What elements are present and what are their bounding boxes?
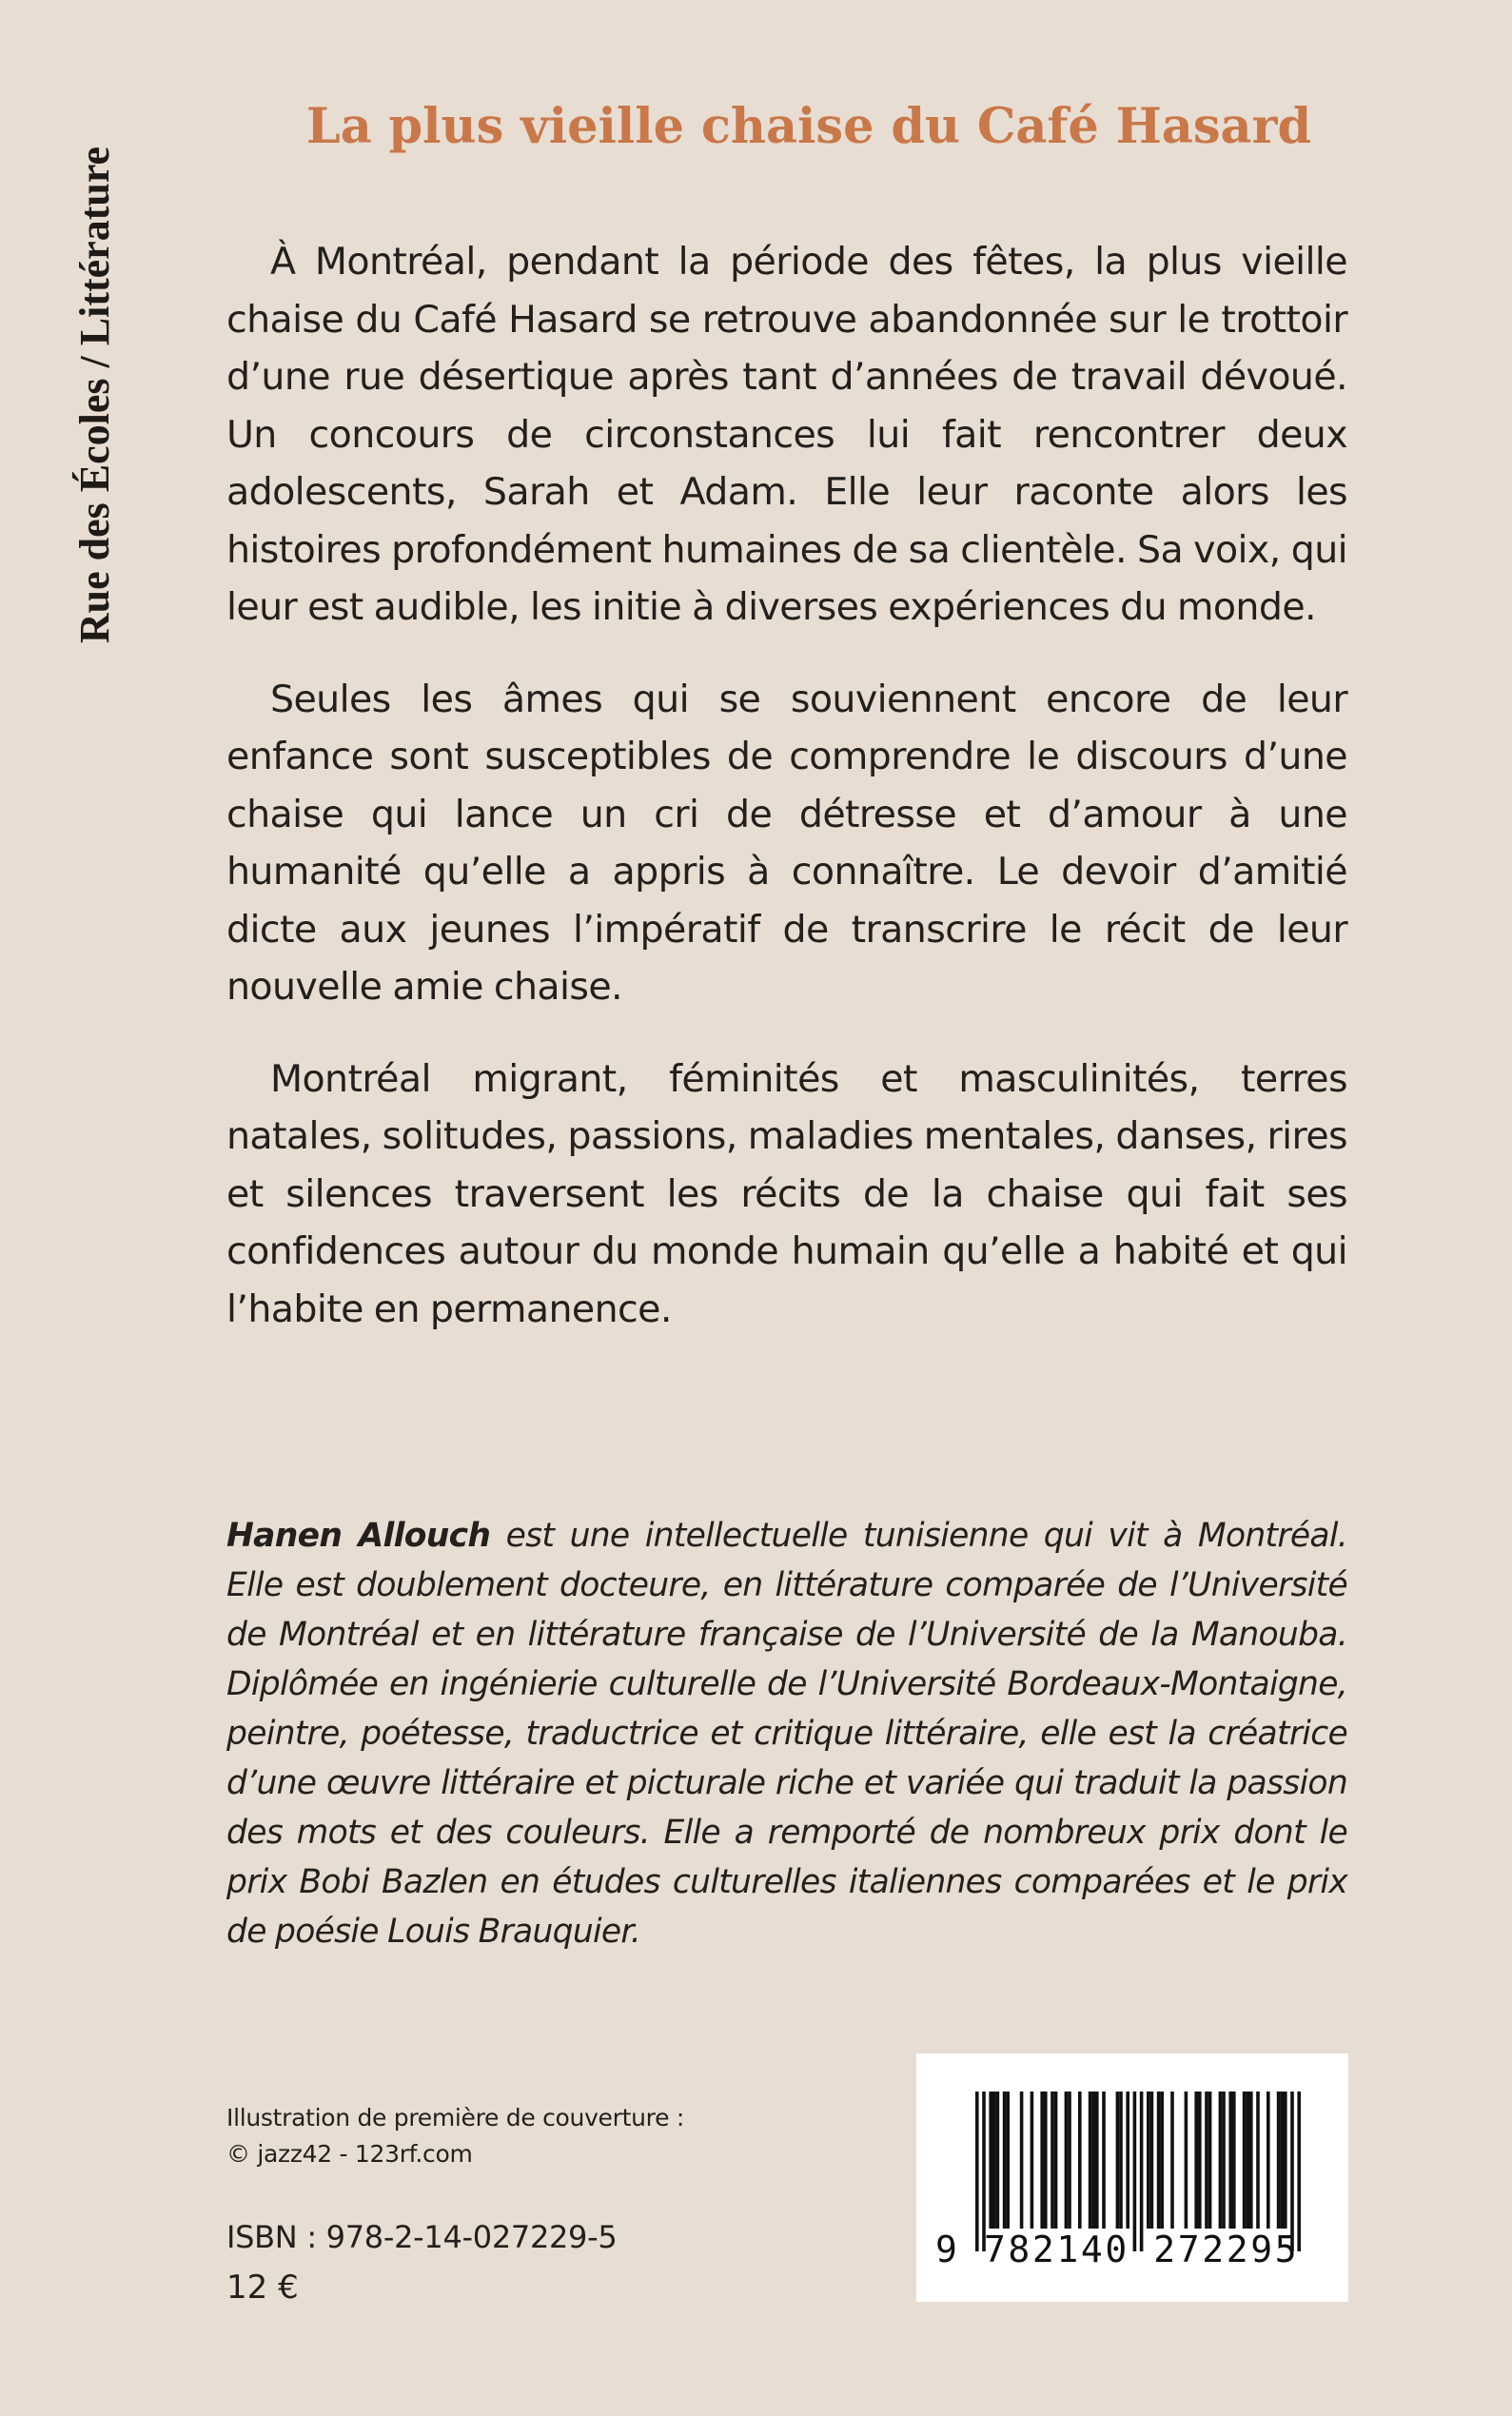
barcode-bar [1267,2092,1270,2229]
barcode-bar [1126,2092,1129,2229]
book-title: La plus vieille chaise du Café Hasard [305,98,1312,155]
barcode-bar [1065,2092,1069,2229]
barcode-bar [1040,2092,1044,2229]
barcode-bar [975,2092,979,2251]
barcode-bar [1031,2092,1034,2229]
barcode-bar [1006,2092,1010,2229]
barcode-bar [1119,2092,1123,2229]
synopsis-paragraph: Montréal migrant, féminités et masculinités, terres natales, solitudes, passions, maladies mentales, danses, rires et silences traversent les récits de la chaise qui fait ses confidences autour du monde humain qu’elle a habité et qui l’habite en permanence. [226,1056,1347,1331]
barcode-bar [1140,2092,1144,2251]
barcode-bar [996,2092,1000,2229]
barcode-bar [1297,2092,1301,2251]
author-name: Hanen Allouch [226,1517,491,1555]
barcode-bar [1170,2092,1174,2229]
synopsis-paragraph: À Montréal, pendant la période des fêtes, la plus vieille chaise du Café Hasard se retrouve abandonnée sur le trottoir d’une rue désertique après tant d’années de travail dévoué. Un concours de circonstances lui fait rencontrer deux adolescents, Sarah et Adam. Elle leur raconte alors les histoires profondément humaines de sa clientèle. Sa voix, qui leur est audible, les initie à diverses expériences du monde. [226,240,1347,629]
barcode-bar [1095,2092,1099,2229]
barcode-bar [1243,2092,1247,2229]
illustration-credit-label: Illustration de première de couverture : [226,2104,684,2131]
barcode-bar [1256,2092,1260,2229]
barcode-bar [1194,2092,1198,2229]
barcode-bar [1116,2092,1120,2229]
barcode-bar [1160,2092,1164,2229]
barcode-bar [1150,2092,1154,2229]
barcode-bar [1284,2092,1287,2229]
barcode-bar [1054,2092,1058,2229]
barcode-bar [1280,2092,1284,2229]
barcode-bar [1198,2092,1202,2229]
barcode-bar [1068,2092,1071,2229]
author-bio-text: est une intellectuelle tunisienne qui vit à Montréal. Elle est doublement docteure, en littérature comparée de l’Université de Montréal et en littérature française de l’Université de la Manouba. Diplômée en ingénierie culturelle de l’Université Bordeaux-Montaigne, peintre, poétesse, traductrice et critique littéraire, elle est la créatrice d’une œuvre littéraire et picturale riche et variée qui traduit la passion des mots et des couleurs. Elle a remporté de nombreux prix dont le prix Bobi Bazlen en études culturelles italiennes comparées et le prix de poésie Louis Brauquier. [226,1517,1347,1951]
barcode-bar [1003,2092,1007,2229]
barcode-bar [992,2092,996,2229]
barcode-digits: 9 782140 272295 [935,2229,1300,2270]
illustration-credit [226,2100,684,2172]
barcode-bar [1219,2092,1223,2229]
barcode-bar [1290,2092,1294,2251]
barcode-bar [1051,2092,1054,2229]
barcode-bar [1020,2092,1024,2229]
barcode-bar [1205,2092,1208,2229]
barcode-bar [1091,2092,1095,2229]
author-bio [226,1511,1347,1956]
barcode-bar [1249,2092,1253,2229]
barcode-bar [1277,2092,1281,2229]
barcode-bar [1044,2092,1048,2229]
barcode [916,2053,1348,2302]
barcode-bar [1078,2092,1082,2229]
barcode-bar [982,2092,986,2251]
illustration-credit-source: © jazz42 - 123rf.com [226,2140,473,2168]
isbn: ISBN : 978-2-14-027229-5 [226,2219,618,2255]
price: 12 € [226,2269,299,2307]
barcode-bar [1232,2092,1236,2229]
barcode-bar [1089,2092,1092,2229]
synopsis [226,233,1347,1372]
synopsis-paragraph: Seules les âmes qui se souviennent encore de leur enfance sont susceptibles de comprendre le discours d’une chaise qui lance un cri de détresse et d’amour à une humanité qu’elle a appris à connaître. Le devoir d’amitié dicte aux jeunes l’impératif de transcrire le récit de leur nouvelle amie chaise. [226,677,1347,1009]
barcode-bar [1222,2092,1226,2229]
barcode-bar [989,2092,992,2229]
barcode-bar [1208,2092,1212,2229]
barcode-bar [1133,2092,1137,2251]
barcode-bar [1185,2092,1188,2229]
barcode-bar [1102,2092,1106,2229]
barcode-bar [1228,2092,1232,2229]
barcode-bar [1246,2092,1249,2229]
barcode-bar [1157,2092,1161,2229]
barcode-bar [1147,2092,1150,2229]
spine-label: Rue des Écoles / Littérature [71,146,118,644]
